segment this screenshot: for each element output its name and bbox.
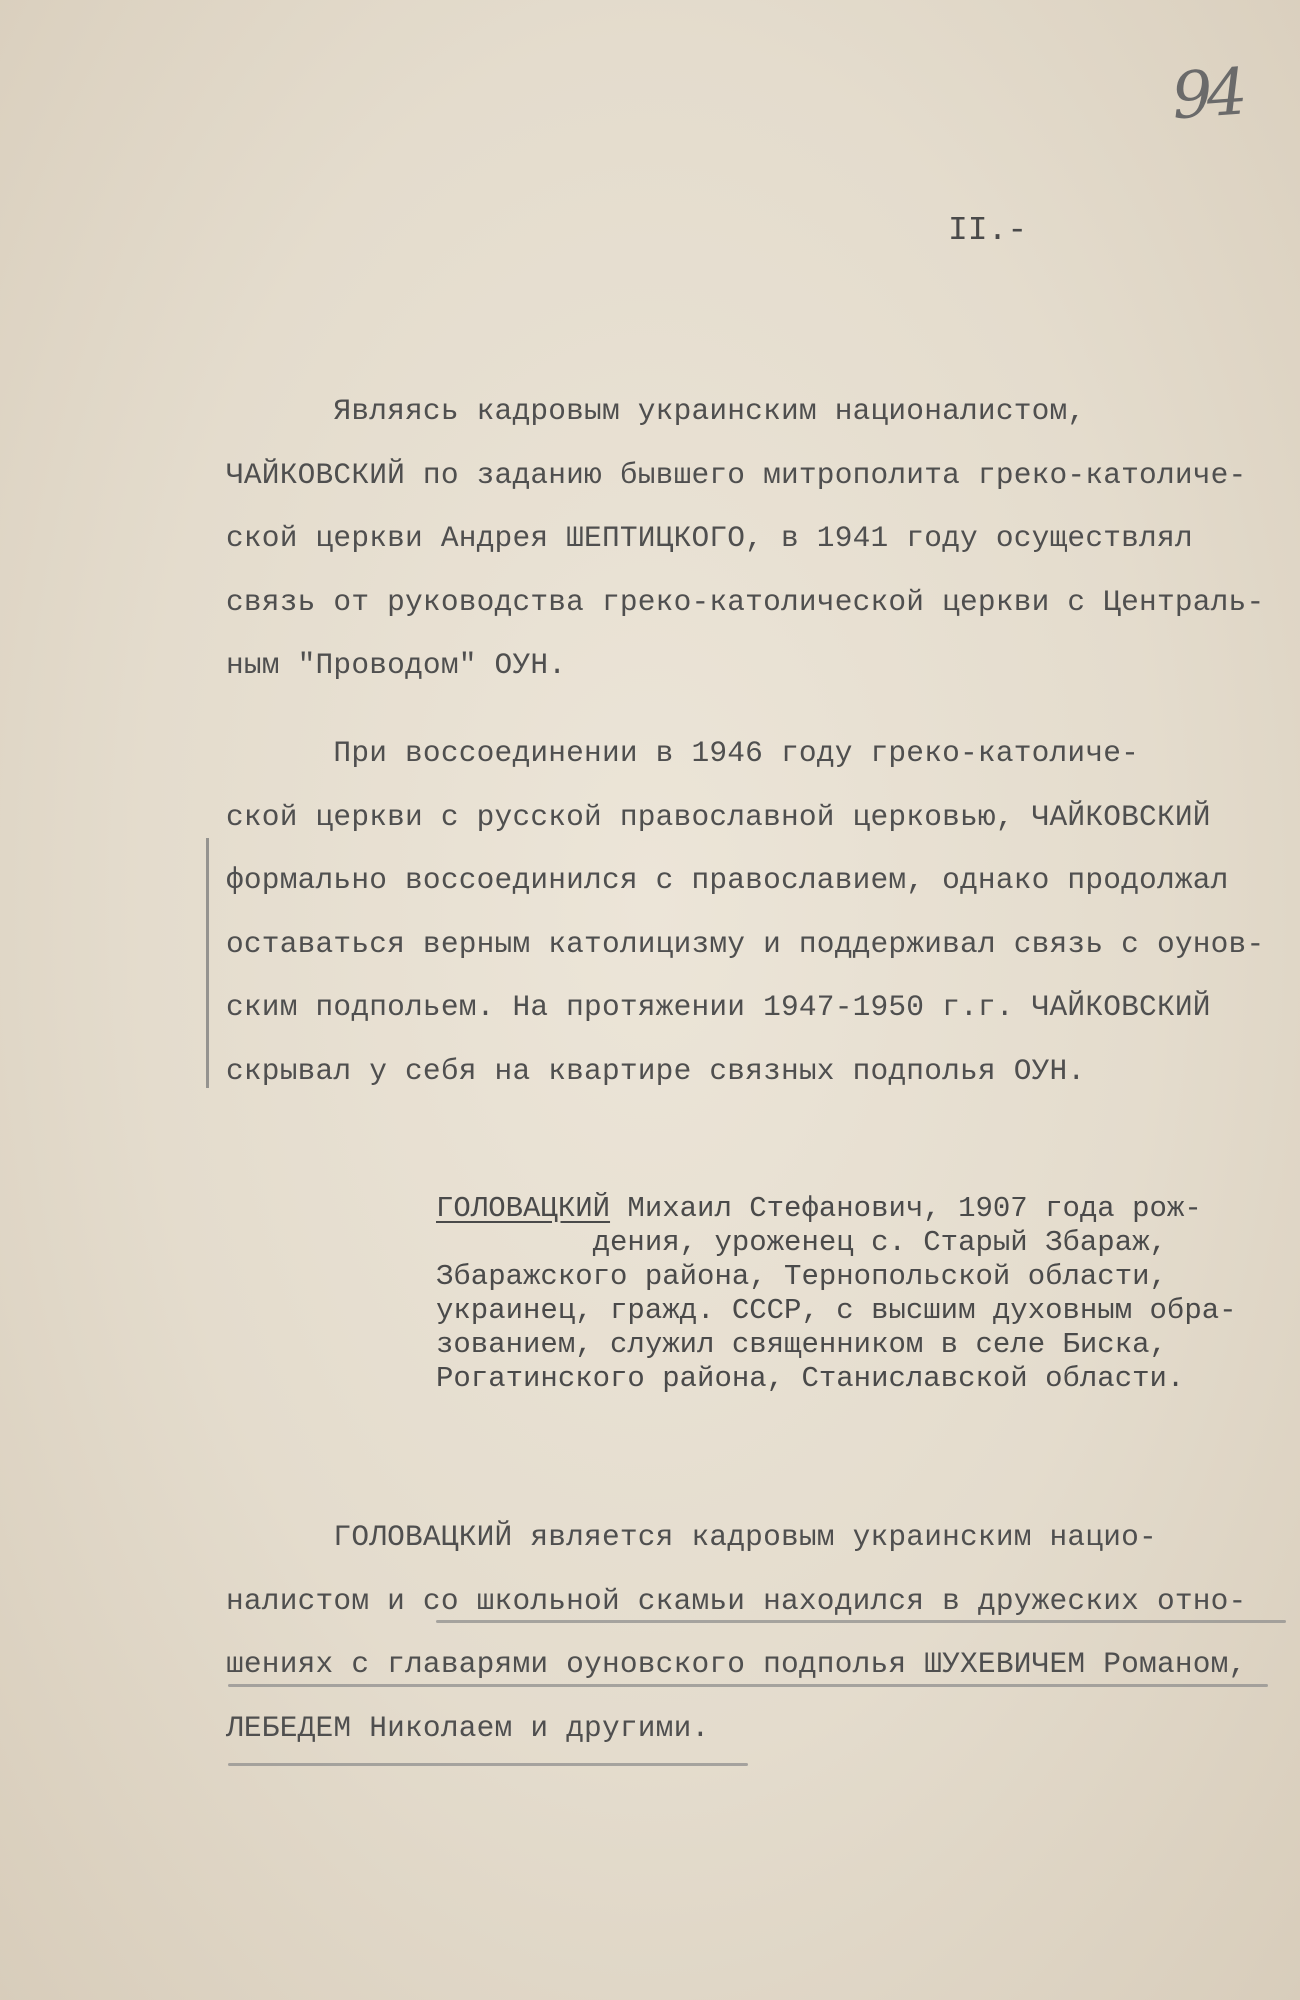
- text-line: ЧАЙКОВСКИЙ по заданию бывшего митрополита греко-католиче-: [226, 457, 1247, 492]
- pencil-underline: [228, 1684, 1268, 1687]
- text-fragment: Михаил Стефанович, 1907 года рож-: [610, 1192, 1202, 1225]
- biographical-entry-golovatsky: [436, 1192, 1276, 1396]
- paragraph-chaikovsky-nationalist: [226, 380, 1266, 698]
- text-line: шениях с главарями оуновского подполья ШУХЕВИЧЕМ Романом,: [226, 1647, 1247, 1681]
- text-line: формально воссоединился с православием, однако продолжал: [226, 863, 1229, 897]
- text-line: скрывал у себя на квартире связных подполья ОУН.: [226, 1053, 1086, 1088]
- margin-pencil-mark: [206, 838, 209, 1088]
- text-line: ской церкви с русской православной церковью, ЧАЙКОВСКИЙ: [226, 799, 1211, 834]
- text-line: связь от руководства греко-католической церкви с Централь-: [226, 584, 1265, 619]
- text-line: [436, 1192, 1276, 1226]
- text-line: Являясь кадровым украинским националистом,: [226, 394, 1086, 428]
- page-number: II.-: [948, 212, 1028, 249]
- text-line: налистом и со школьной скамьи находился в дружеских отно-: [226, 1583, 1247, 1618]
- text-line: Збаражского района, Тернопольской области,: [436, 1260, 1167, 1293]
- text-line: украинец, гражд. СССР, с высшим духовным обра-: [436, 1294, 1237, 1327]
- text-line: ским подпольем. На протяжении 1947-1950 г.г. ЧАЙКОВСКИЙ: [226, 990, 1211, 1024]
- text-line: дения, уроженец с. Старый Збараж,: [436, 1226, 1167, 1259]
- archive-folio-number: 94: [1169, 55, 1244, 135]
- pencil-underline: [436, 1620, 1286, 1623]
- text-line: зованием, служил священником в селе Биска,: [436, 1328, 1167, 1361]
- text-line: При воссоединении в 1946 году греко-католиче-: [226, 736, 1140, 770]
- pencil-underline: [228, 1763, 748, 1766]
- paragraph-golovatsky-nationalist: [226, 1506, 1266, 1760]
- text-line: ЛЕБЕДЕМ Николаем и другими.: [226, 1710, 710, 1745]
- text-line: Рогатинского района, Станиславской области.: [436, 1362, 1185, 1395]
- person-name: ГОЛОВАЦКИЙ: [436, 1192, 611, 1225]
- text-line: оставаться верным католицизму и поддерживал связь с оунов-: [226, 926, 1265, 961]
- text-line: ской церкви Андрея ШЕПТИЦКОГО, в 1941 году осуществлял: [226, 521, 1193, 555]
- text-line: ГОЛОВАЦКИЙ является кадровым украинским нацио-: [226, 1520, 1157, 1554]
- text-line: ным "Проводом" ОУН.: [226, 648, 567, 682]
- paragraph-chaikovsky-reunification: [226, 722, 1266, 1103]
